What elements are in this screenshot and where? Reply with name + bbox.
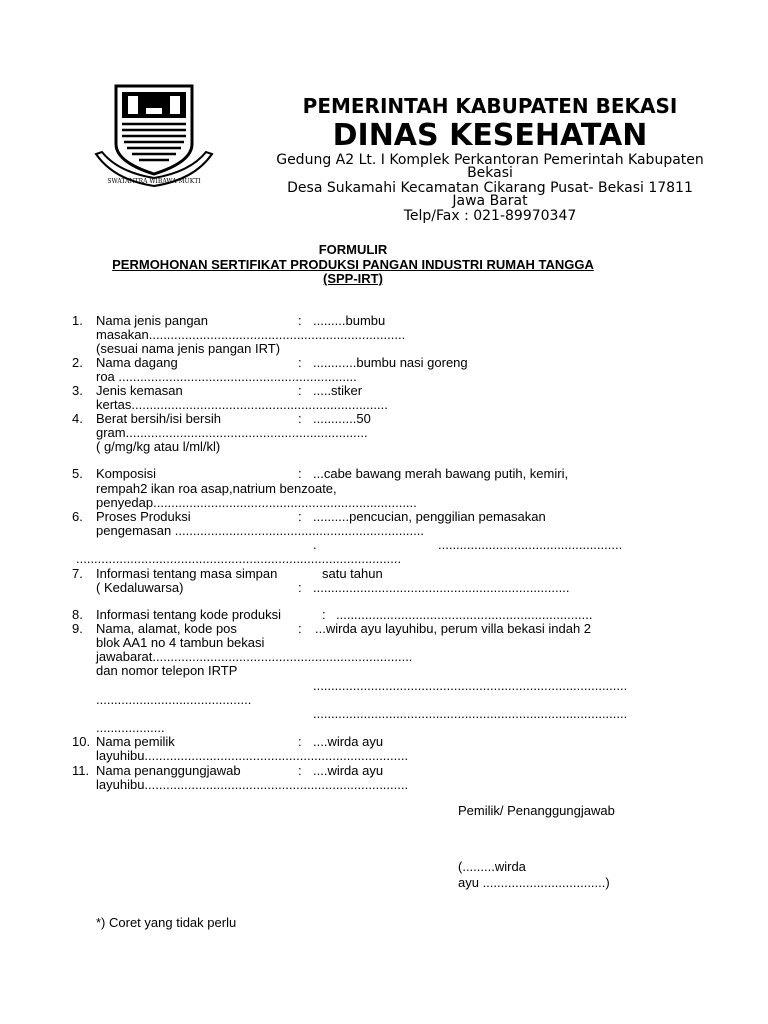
item-label: Proses Produksi [96, 509, 191, 524]
address-line-3: Desa Sukamahi Kecamatan Cikarang Pusat- Bekasi 17811 [287, 180, 693, 196]
item-value: ....wirda ayu [313, 734, 384, 749]
address-line-2: Bekasi [467, 165, 513, 181]
item-label: Jenis kemasan [96, 383, 183, 398]
item-number: 6. [72, 509, 83, 524]
item-sublabel: dan nomor telepon IRTP [96, 663, 238, 678]
item-colon: : [298, 763, 302, 778]
item-value-continued: rempah2 ikan roa asap,natrium benzoate, [96, 481, 337, 496]
item-colon: : [322, 607, 326, 622]
signature-name-continued: ayu ..................................) [458, 875, 610, 890]
item-value: ...wirda ayu layuhibu, perum villa bekasi indah 2 [315, 621, 592, 636]
item-label: Nama pemilik [96, 734, 175, 749]
item-number: 5. [72, 466, 83, 481]
signature-name: (.........wirda [458, 859, 526, 874]
item-value-continued: blok AA1 no 4 tambun bekasi [96, 635, 265, 650]
item-dotted-line: ................................................... [438, 537, 623, 552]
item-dotted-line: .......................................................................................... [76, 551, 402, 566]
item-label: Komposisi [96, 466, 156, 481]
item-label: Informasi tentang kode produksi [96, 607, 281, 622]
item-value-continued: pengemasan ..................................................................... [96, 523, 424, 538]
item-value-continued: gram................................................................... [96, 425, 368, 440]
item-value-continued: penyedap......................................................................... [96, 495, 417, 510]
item-colon: : [298, 509, 302, 524]
item-value: ..........pencucian, penggilian pemasakan [313, 509, 546, 524]
item-dotted-line: ....................................................................................... [313, 706, 628, 721]
item-value: satu tahun [322, 566, 383, 581]
item-dotted-line: ........................................... [96, 692, 252, 707]
agency-title: DINAS KESEHATAN [332, 118, 648, 153]
item-number: 10. [72, 734, 91, 749]
form-subtitle: PERMOHONAN SERTIFIKAT PRODUKSI PANGAN INDUSTRI RUMAH TANGGA [112, 257, 594, 272]
item-value: .....stiker [313, 383, 363, 398]
item-value: ............bumbu nasi goreng [313, 355, 468, 370]
item-value-continued: kertas....................................................................... [96, 397, 388, 412]
address-line-1: Gedung A2 Lt. I Komplek Perkantoran Pemerintah Kabupaten [276, 152, 704, 168]
item-number: 3. [72, 383, 83, 398]
item-number: 4. [72, 411, 83, 426]
item-note: ( g/mg/kg atau l/ml/kl) [96, 439, 221, 454]
address-line-4: Jawa Barat [452, 193, 528, 209]
item-colon: : [298, 313, 302, 328]
item-label: Informasi tentang masa simpan [96, 566, 278, 581]
seal-motto-text: SWATANTRA WIBAWA MUKTI [107, 178, 201, 185]
item-label: Nama penanggungjawab [96, 763, 241, 778]
form-abbreviation: (SPP-IRT) [323, 271, 383, 286]
item-value-continued: roa .................................................................. [96, 369, 357, 384]
item-number: 8. [72, 607, 83, 622]
item-sublabel: ( Kedaluwarsa) [96, 580, 184, 595]
item-colon: : [298, 411, 302, 426]
item-dotted-line: ................... [96, 720, 165, 735]
item-number: 2. [72, 355, 83, 370]
item-number: 11. [72, 763, 90, 778]
item-colon: : [298, 383, 302, 398]
item-dotted-line: ....................................................................... [313, 580, 570, 595]
signature-role: Pemilik/ Penanggungjawab [458, 803, 615, 818]
item-label: Nama dagang [96, 355, 178, 370]
item-value: .........bumbu [313, 313, 386, 328]
phone-fax: Telp/Fax : 021-89970347 [403, 208, 577, 224]
item-dotted-line: ....................................................................................... [313, 678, 628, 693]
item-colon: : [298, 734, 302, 749]
item-label: Nama jenis pangan [96, 313, 209, 328]
item-dot: . [313, 537, 317, 552]
item-colon: : [298, 580, 302, 595]
item-value-continued: jawabarat........................................................................ [96, 649, 413, 664]
bekasi-seal-logo [94, 82, 214, 192]
item-value-continued: masakan....................................................................... [96, 327, 406, 342]
item-note: (sesuai nama jenis pangan IRT) [96, 341, 281, 356]
item-dotted-line: ....................................................................... [336, 607, 593, 622]
item-label: Nama, alamat, kode pos [96, 621, 237, 636]
footnote: *) Coret yang tidak perlu [96, 915, 237, 930]
item-number: 1. [72, 313, 83, 328]
item-label: Berat bersih/isi bersih [96, 411, 221, 426]
item-colon: : [298, 621, 302, 636]
item-value-continued: layuhibu......................................................................... [96, 748, 409, 763]
form-title: FORMULIR [318, 242, 388, 257]
item-value: ....wirda ayu [313, 763, 384, 778]
item-value-continued: layuhibu......................................................................... [96, 777, 409, 792]
government-title: PEMERINTAH KABUPATEN BEKASI [302, 94, 678, 118]
item-number: 7. [72, 566, 83, 581]
item-number: 9. [72, 621, 83, 636]
item-value: ............50 [313, 411, 371, 426]
item-colon: : [298, 355, 302, 370]
item-value: ...cabe bawang merah bawang putih, kemiri, [313, 466, 569, 481]
item-colon: : [298, 466, 302, 481]
